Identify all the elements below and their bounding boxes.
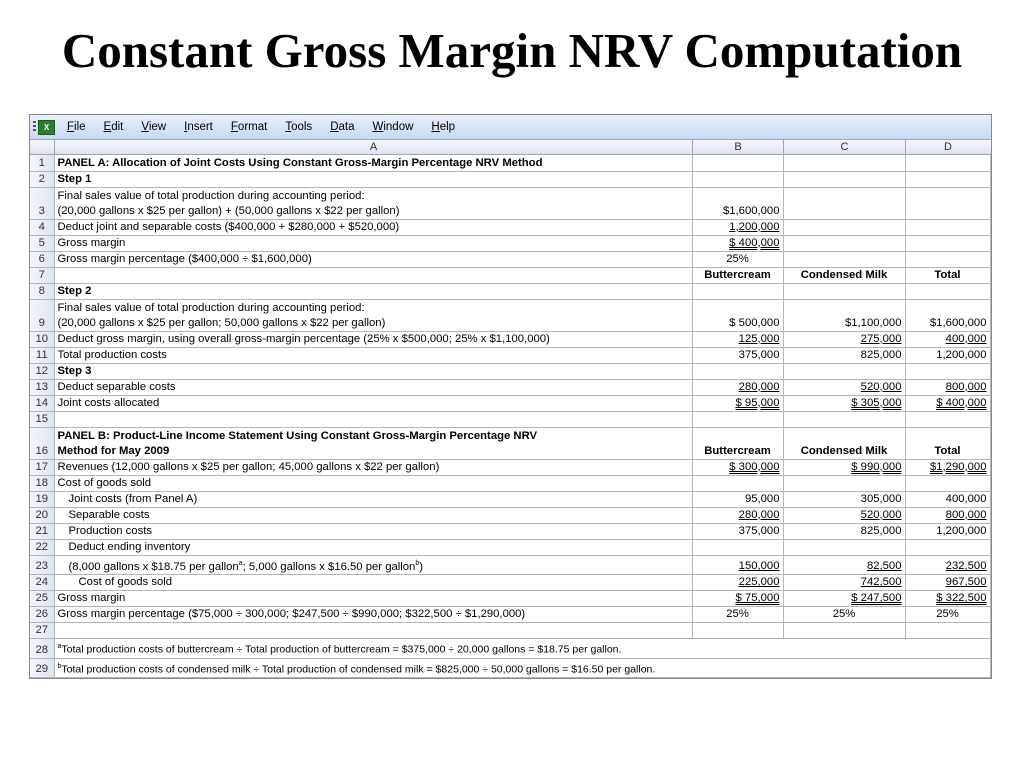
cell-d[interactable] [905, 411, 990, 427]
cell-d[interactable] [905, 251, 990, 267]
cell-d[interactable] [905, 331, 990, 347]
cell-value: 125,000 [738, 332, 780, 345]
row-header[interactable]: 15 [30, 411, 54, 427]
row-header[interactable]: 14 [30, 395, 54, 411]
footnote-marker: a [238, 559, 243, 567]
cell-c[interactable] [783, 347, 905, 363]
cell-d[interactable] [905, 219, 990, 235]
cell-a[interactable] [54, 623, 692, 639]
cell-c[interactable] [783, 251, 905, 267]
cell-value: 800,000 [945, 380, 987, 393]
row-header[interactable]: 10 [30, 331, 54, 347]
table-row [30, 171, 990, 187]
cell-a[interactable] [54, 427, 692, 459]
cell-value: 225,000 [738, 576, 780, 589]
cell-b[interactable] [692, 591, 783, 607]
cell-c[interactable] [783, 623, 905, 639]
cell-d[interactable] [905, 427, 990, 459]
cell-c[interactable] [783, 555, 905, 575]
row-header[interactable]: 17 [30, 459, 54, 475]
cell-text-part: ; 5,000 gallons x $16.50 per gallon [242, 560, 416, 573]
cell-b[interactable] [692, 427, 783, 459]
row-header[interactable]: 24 [30, 575, 54, 591]
cell-a[interactable]: Revenues (12,000 gallons x $25 per gallon; 45,000 gallons x $22 per gallon) [54, 459, 692, 475]
cell-d[interactable] [905, 395, 990, 411]
cell-a[interactable]: Gross margin [54, 591, 692, 607]
table-row [30, 523, 990, 539]
row-header[interactable]: 23 [30, 555, 54, 575]
cell-a[interactable]: Joint costs allocated [54, 395, 692, 411]
cell-b[interactable] [692, 539, 783, 555]
cell-value: 400,000 [945, 332, 987, 345]
cell-a[interactable] [54, 187, 692, 219]
cell-value: $ 305,000 [851, 396, 902, 409]
cell-b[interactable] [692, 411, 783, 427]
cell-value: $ 322,500 [936, 592, 987, 605]
table-row [30, 219, 990, 235]
cell-value: 1,200,000 [936, 348, 987, 361]
cell-b[interactable] [692, 347, 783, 363]
cell-d[interactable] [905, 363, 990, 379]
cell-c[interactable] [783, 187, 905, 219]
cell-b[interactable] [692, 219, 783, 235]
cell-a[interactable] [54, 299, 692, 331]
footnote-marker: b [57, 662, 62, 670]
table-row [30, 459, 990, 475]
row-header[interactable]: 12 [30, 363, 54, 379]
cell-c[interactable] [783, 459, 905, 475]
cell-d[interactable] [905, 491, 990, 507]
cell-b[interactable] [692, 623, 783, 639]
row-header[interactable]: 21 [30, 523, 54, 539]
cell-value: 25% [936, 608, 959, 621]
menu-edit[interactable]: Edit [103, 121, 124, 133]
cell-d[interactable] [905, 523, 990, 539]
table-row [30, 411, 990, 427]
cell-c[interactable] [783, 507, 905, 523]
row-header[interactable]: 19 [30, 491, 54, 507]
row-header[interactable]: 11 [30, 347, 54, 363]
cell-d[interactable] [905, 155, 990, 171]
cell-c[interactable] [783, 395, 905, 411]
cell-c[interactable] [783, 331, 905, 347]
menu-tools[interactable]: Tools [285, 121, 313, 133]
row-header[interactable]: 27 [30, 623, 54, 639]
cell-value: 25% [726, 608, 749, 621]
cell-b[interactable] [692, 155, 783, 171]
cell-value: $1,100,000 [844, 316, 902, 329]
cell-c[interactable] [783, 379, 905, 395]
row-header[interactable]: 28 [30, 639, 54, 659]
cell-value: 825,000 [860, 524, 902, 537]
cell-a[interactable]: Separable costs [54, 507, 692, 523]
cell-b[interactable] [692, 379, 783, 395]
cell-c[interactable] [783, 235, 905, 251]
cell-b[interactable] [692, 607, 783, 623]
cell-b[interactable] [692, 575, 783, 591]
cell-b[interactable] [692, 235, 783, 251]
cell-b[interactable] [692, 507, 783, 523]
cell-a[interactable] [54, 639, 990, 659]
cell-d[interactable] [905, 475, 990, 491]
cell-d[interactable] [905, 507, 990, 523]
column-header-a[interactable]: A [55, 140, 693, 154]
cell-value: 280,000 [738, 508, 780, 521]
cell-a[interactable] [54, 411, 692, 427]
column-header-b[interactable]: B [693, 140, 784, 154]
cell-b[interactable] [692, 491, 783, 507]
cell-text-line2: (20,000 gallons x $25 per gallon; 50,000 gallons x $22 per gallon) [57, 316, 386, 329]
cell-text-line2: Method for May 2009 [57, 444, 170, 457]
row-header[interactable]: 5 [30, 235, 54, 251]
cell-a[interactable]: Total production costs [54, 347, 692, 363]
cell-value: $1,600,000 [929, 316, 987, 329]
cell-a[interactable]: Gross margin percentage ($400,000 ÷ $1,600,000) [54, 251, 692, 267]
table-row [30, 591, 990, 607]
cell-d[interactable] [905, 235, 990, 251]
table-row [30, 235, 990, 251]
cell-a[interactable]: Step 1 [54, 171, 692, 187]
cell-c[interactable] [783, 491, 905, 507]
menu-help[interactable]: Help [431, 121, 456, 133]
cell-value: $ 95,000 [735, 396, 780, 409]
cell-value: 375,000 [738, 524, 780, 537]
cell-c[interactable] [783, 363, 905, 379]
cell-c[interactable] [783, 475, 905, 491]
cell-c[interactable] [783, 299, 905, 331]
cell-value: 400,000 [945, 492, 987, 505]
cell-text-line2: (20,000 gallons x $25 per gallon) + (50,000 gallons x $22 per gallon) [57, 204, 400, 217]
cell-a[interactable]: Deduct joint and separable costs ($400,000 + $280,000 + $520,000) [54, 219, 692, 235]
table-row [30, 539, 990, 555]
cell-value: 967,500 [945, 576, 987, 589]
table-row [30, 575, 990, 591]
excel-app-icon[interactable]: X [33, 119, 55, 135]
row-header[interactable]: 22 [30, 539, 54, 555]
footnote-marker: a [57, 643, 62, 651]
cell-b[interactable] [692, 555, 783, 575]
cell-value: $ 990,000 [851, 460, 902, 473]
cell-value: 520,000 [860, 380, 902, 393]
cell-text-part: (8,000 gallons x $18.75 per gallon [68, 560, 239, 573]
cell-b[interactable] [692, 187, 783, 219]
row-header[interactable]: 16 [30, 427, 54, 459]
cell-a[interactable]: Deduct gross margin, using overall gross-margin percentage (25% x $500,000; 25% x $1,100,000) [54, 331, 692, 347]
cell-b[interactable] [692, 283, 783, 299]
cell-d[interactable] [905, 299, 990, 331]
cell-b[interactable] [692, 267, 783, 283]
menu-data[interactable]: Data [330, 121, 355, 133]
table-row [30, 395, 990, 411]
table-row [30, 555, 990, 575]
table-row [30, 363, 990, 379]
cell-c[interactable] [783, 539, 905, 555]
cell-a[interactable] [54, 267, 692, 283]
cell-b[interactable] [692, 251, 783, 267]
cell-c[interactable] [783, 155, 905, 171]
row-header[interactable]: 29 [30, 658, 54, 678]
cell-value: 82,500 [866, 560, 902, 573]
cell-value: Condensed Milk [800, 444, 888, 457]
cell-a[interactable]: Production costs [54, 523, 692, 539]
cell-d[interactable] [905, 591, 990, 607]
cell-d[interactable] [905, 607, 990, 623]
cell-a[interactable] [54, 555, 692, 575]
spreadsheet-window [29, 114, 992, 679]
cell-a[interactable]: Deduct separable costs [54, 379, 692, 395]
cell-c[interactable] [783, 171, 905, 187]
cell-value: 825,000 [860, 348, 902, 361]
row-header[interactable]: 8 [30, 283, 54, 299]
cell-value: 25% [832, 608, 856, 621]
cell-value: 150,000 [738, 560, 780, 573]
menu-format[interactable]: Format [230, 121, 268, 133]
cell-value: $ 400,000 [729, 236, 780, 249]
cell-value: 95,000 [744, 492, 780, 505]
cell-c[interactable] [783, 219, 905, 235]
cell-d[interactable] [905, 283, 990, 299]
cell-b[interactable] [692, 523, 783, 539]
cell-value: 280,000 [738, 380, 780, 393]
table-row [30, 347, 990, 363]
table-row [30, 639, 990, 659]
footnote-text: Total production costs of condensed milk ÷ Total production of condensed milk = $825,000 ÷ 50,000 gallons = $16.50 per gallon. [61, 663, 656, 676]
cell-value: Buttercream [704, 444, 771, 457]
menu-insert[interactable]: Insert [184, 121, 213, 133]
table-row [30, 427, 990, 459]
cell-value: Condensed Milk [800, 268, 888, 281]
row-header[interactable]: 9 [30, 299, 54, 331]
cell-text-line1: PANEL B: Product-Line Income Statement Using Constant Gross-Margin Percentage NRV [57, 429, 538, 442]
cell-a[interactable]: Cost of goods sold [54, 575, 692, 591]
cell-value: Buttercream [704, 268, 771, 281]
cell-c[interactable] [783, 591, 905, 607]
table-row [30, 507, 990, 523]
cell-value: 275,000 [860, 332, 902, 345]
cell-value: $ 300,000 [729, 460, 780, 473]
cell-a[interactable]: Step 3 [54, 363, 692, 379]
select-all-corner[interactable] [30, 140, 55, 154]
cell-b[interactable] [692, 363, 783, 379]
cell-value: 305,000 [860, 492, 902, 505]
cell-d[interactable] [905, 539, 990, 555]
menu-window[interactable]: Window [372, 121, 414, 133]
cell-c[interactable] [783, 607, 905, 623]
table-row [30, 187, 990, 219]
column-header-d[interactable]: D [944, 141, 952, 153]
menu-file[interactable]: File [67, 121, 86, 133]
cell-b[interactable] [692, 459, 783, 475]
table-row [30, 299, 990, 331]
table-row [30, 475, 990, 491]
cell-value: $1,290,000 [929, 460, 987, 473]
slide-title: Constant Gross Margin NRV Computation [61, 23, 963, 78]
cell-text-line1: Final sales value of total production during accounting period: [57, 301, 365, 314]
cell-text-part: ) [419, 560, 424, 573]
table-row [30, 658, 990, 678]
row-header[interactable]: 26 [30, 607, 54, 623]
cell-c[interactable] [783, 427, 905, 459]
cell-b[interactable] [692, 331, 783, 347]
cell-d[interactable] [905, 555, 990, 575]
row-header[interactable]: 2 [30, 171, 54, 187]
cell-value: 1,200,000 [936, 524, 987, 537]
cell-value: $ 247,500 [851, 592, 902, 605]
cell-value: 375,000 [738, 348, 780, 361]
cell-value: Total [934, 444, 961, 457]
cell-value: 520,000 [860, 508, 902, 521]
cell-value: $ 400,000 [936, 396, 987, 409]
cell-d[interactable] [905, 171, 990, 187]
cell-d[interactable] [905, 379, 990, 395]
spreadsheet-grid [30, 155, 991, 678]
cell-text-line1: Final sales value of total production during accounting period: [57, 189, 365, 202]
table-row [30, 283, 990, 299]
row-header[interactable]: 1 [30, 155, 54, 171]
cell-d[interactable] [905, 459, 990, 475]
cell-value: 742,500 [860, 576, 902, 589]
cell-value: 800,000 [945, 508, 987, 521]
cell-a[interactable]: Joint costs (from Panel A) [54, 491, 692, 507]
cell-b[interactable] [692, 299, 783, 331]
row-header[interactable]: 25 [30, 591, 54, 607]
menu-view[interactable]: View [141, 121, 167, 133]
row-header[interactable]: 4 [30, 219, 54, 235]
footnote-marker: b [415, 559, 420, 567]
row-header[interactable]: 20 [30, 507, 54, 523]
row-header[interactable]: 18 [30, 475, 54, 491]
cell-a[interactable]: PANEL A: Allocation of Joint Costs Using Constant Gross-Margin Percentage NRV Method [54, 155, 692, 171]
table-row [30, 491, 990, 507]
cell-a[interactable]: Gross margin percentage ($75,000 ÷ 300,000; $247,500 ÷ $990,000; $322,500 ÷ $1,290,000) [54, 607, 692, 623]
cell-d[interactable] [905, 187, 990, 219]
table-row [30, 331, 990, 347]
cell-value: Total [934, 268, 961, 281]
cell-value: 1,200,000 [729, 220, 780, 233]
cell-a[interactable] [54, 658, 990, 678]
cell-c[interactable] [783, 575, 905, 591]
column-headers [30, 140, 991, 155]
footnote-text: Total production costs of buttercream ÷ Total production of buttercream = $375,000 ÷ 20,000 gallons = $18.75 per gallon. [61, 643, 622, 656]
cell-value: 232,500 [945, 560, 987, 573]
cell-a[interactable]: Cost of goods sold [54, 475, 692, 491]
cell-c[interactable] [783, 283, 905, 299]
column-header-c[interactable]: C [784, 140, 906, 154]
row-header[interactable]: 13 [30, 379, 54, 395]
cell-c[interactable] [783, 267, 905, 283]
table-row [30, 623, 990, 639]
row-header[interactable]: 3 [30, 187, 54, 219]
row-header[interactable]: 6 [30, 251, 54, 267]
cell-d[interactable] [905, 623, 990, 639]
table-row [30, 251, 990, 267]
cell-value: $ 500,000 [729, 316, 780, 329]
cell-c[interactable] [783, 523, 905, 539]
cell-value: $1,600,000 [722, 204, 780, 217]
cell-b[interactable] [692, 475, 783, 491]
table-row [30, 607, 990, 623]
cell-d[interactable] [905, 267, 990, 283]
menu-bar [30, 115, 991, 140]
cell-d[interactable] [905, 347, 990, 363]
table-row [30, 379, 990, 395]
cell-value: 25% [726, 252, 749, 265]
cell-a[interactable]: Gross margin [54, 235, 692, 251]
cell-d[interactable] [905, 575, 990, 591]
cell-c[interactable] [783, 411, 905, 427]
row-header[interactable]: 7 [30, 267, 54, 283]
cell-a[interactable]: Step 2 [54, 283, 692, 299]
table-row [30, 267, 990, 283]
cell-b[interactable] [692, 395, 783, 411]
cell-b[interactable] [692, 171, 783, 187]
cell-value: $ 75,000 [735, 592, 780, 605]
table-row [30, 155, 990, 171]
cell-a[interactable]: Deduct ending inventory [54, 539, 692, 555]
